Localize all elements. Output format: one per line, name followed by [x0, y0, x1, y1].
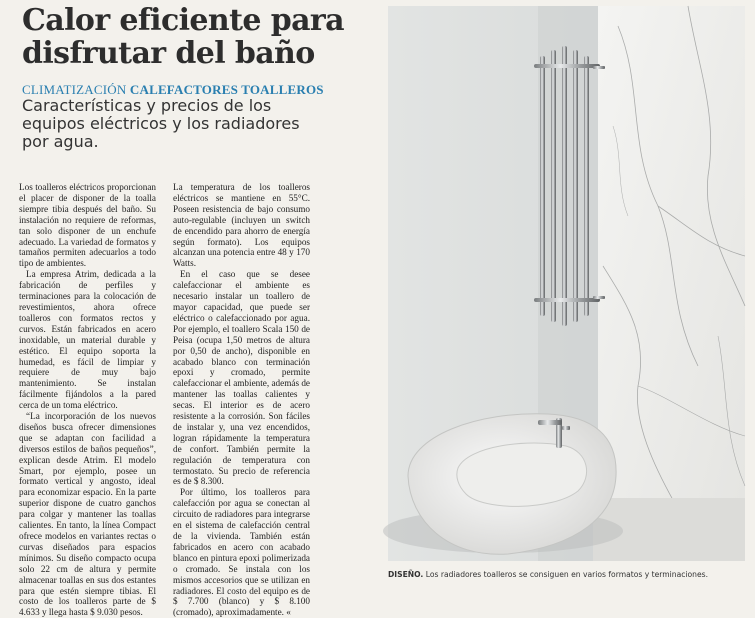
paragraph: La temperatura de los toalleros eléctricos se mantiene en 55°C. Poseen resistencia de bajo consumo auto-regulable (incluyen un switch de encendido para ahorro de energía según formato). Los equipos alcanzan una potencia entre 48 y 170 Watts.	[173, 182, 310, 269]
section-label: CLIMATIZACIÓN	[22, 82, 127, 97]
caption-text: Los radiadores toalleros se consiguen en varios formatos y terminaciones.	[423, 570, 709, 579]
bidet-basin	[457, 443, 587, 506]
bathroom-photo	[388, 6, 745, 561]
paragraph: “La incorporación de los nuevos diseños busca ofrecer dimensiones que se adaptan con facilidad a diversos estilos de baños pequeños”, explican desde Atrim. El modelo Smart, por ejemplo, posee un formato vertical y angosto, ideal para economizar espacio. En la parte superior dispone de cuatro ganchos para colgar y mantener las toallas calientes. En tanto, la línea Compact ofrece modelos en variantes rectas o curvas diseñados para espacios mínimos. Su diseño compacto ocupa solo 22 cm de altura y permite almacenar toallas en sus dos estantes para que estén siempre tibias. El costo de los toalleros parte de $ 4.633 y llega hasta $ 9.030 pesos.	[19, 411, 156, 618]
paragraph: La empresa Atrim, dedicada a la fabricación de perfiles y terminaciones para la colocación de revestimientos, ahora ofrece toalleros con formatos rectos y curvos. Están fabricados en acero inoxidable, un material durable y estético. El equipo soporta la humedad, es fácil de limpiar y requiere de muy bajo mantenimiento. Se instalan fácilmente fijándolos a la pared cerca de un toma eléctrico.	[19, 269, 156, 411]
body-column-left	[19, 182, 156, 618]
paragraph: Los toalleros eléctricos proporcionan el placer de disponer de la toalla siempre tibia después del baño. Su instalación no requiere de reformas, tan solo disponer de un enchufe adecuado. La variedad de formatos y tamaños permiten adecuarlos a todo tipo de ambientes.	[19, 182, 156, 269]
paragraph: Por último, los toalleros para calefacción por agua se conectan al circuito de radiadores para integrarse en el sistema de calefacción central de la vivienda. También están fabricados en acero con acabado blanco en pintura epoxi polimerizada o cromado. Se instala con los mismos accesorios que se utilizan en radiadores. El costo del equipo es de $ 7.700 (blanco) y $ 8.100 (cromado), aproximadamente. «	[173, 487, 310, 618]
photo-caption	[388, 570, 748, 579]
topic-label: CALEFACTORES TOALLEROS	[129, 82, 324, 97]
article-subtitle: Características y precios de los equipos eléctricos y los radiadores por agua.	[22, 96, 300, 151]
article-title: Calor eficiente para disfrutar del baño	[22, 3, 344, 71]
body-column-right	[173, 182, 310, 618]
paragraph: En el caso que se desee calefaccionar el ambiente es necesario instalar un toallero de mayor capacidad, que puede ser eléctrico o calefaccionado por agua. Por ejemplo, el toallero Scala 150 de Peisa (ocupa 1,50 metros de altura por 0,50 de ancho), disponible en acabado blanco con terminación epoxi y cromado, permite calefaccionar el ambiente, además de mantener las toallas calientes y secas. El interior es de acero resistente a la corrosión. Son fáciles de instalar y, una vez encendidos, logran rápidamente la temperatura de confort. También permite la regulación de temperatura con termostato. Su precio de referencia es de $ 8.300.	[173, 269, 310, 487]
marble-wall	[598, 6, 745, 561]
caption-lead: DISEÑO.	[388, 570, 424, 579]
